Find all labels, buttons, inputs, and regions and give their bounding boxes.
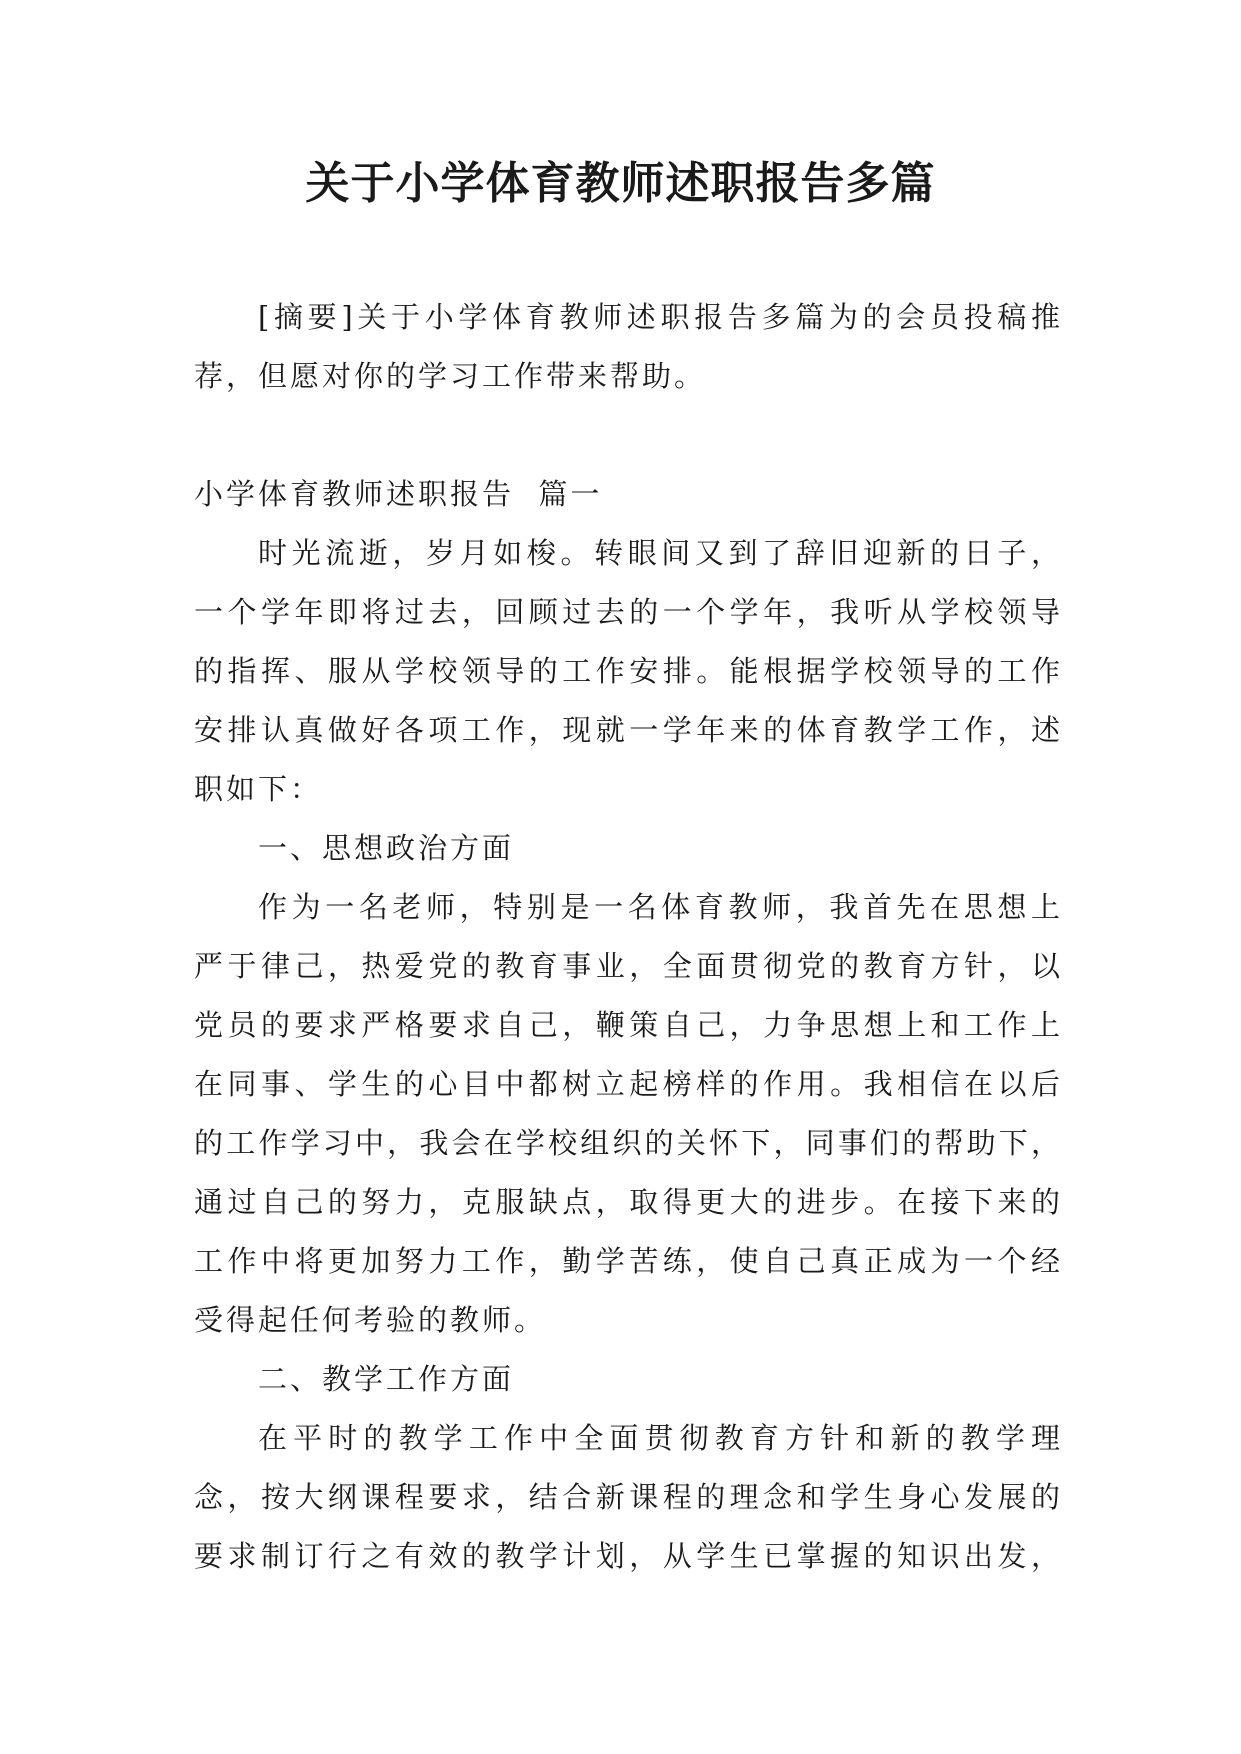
section-heading: 小学体育教师述职报告 篇一 (194, 477, 603, 511)
paragraph-line: 作为一名老师，特别是一名体育教师，我首先在思想上 (258, 890, 1060, 924)
paragraph-line: 受得起任何考验的教师。 (194, 1303, 547, 1337)
paragraph-line: 工作中将更加努力工作，勤学苦练，使自己真正成为一个经 (194, 1244, 1060, 1278)
abstract-line: 荐，但愿对你的学习工作带来帮助。 (194, 359, 707, 393)
paragraph-line: 在平时的教学工作中全面贯彻教育方针和新的教学理 (258, 1421, 1060, 1455)
paragraph-line: 要求制订行之有效的教学计划，从学生已掌握的知识出发， (194, 1539, 1060, 1573)
paragraph-line: 时光流逝，岁月如梭。转眼间又到了辞旧迎新的日子， (258, 536, 1060, 570)
paragraph-line: 严于律己，热爱党的教育事业，全面贯彻党的教育方针，以 (194, 949, 1060, 983)
paragraph-line: 职如下： (194, 772, 323, 806)
blank-line (194, 406, 1060, 465)
subheading: 二、教学工作方面 (258, 1362, 515, 1396)
document-body (194, 288, 1060, 1586)
paragraph-line: 一个学年即将过去，回顾过去的一个学年，我听从学校领导 (194, 595, 1060, 629)
paragraph-line: 的工作学习中，我会在学校组织的关怀下，同事们的帮助下， (194, 1126, 1060, 1160)
document-title: 关于小学体育教师述职报告多篇 (305, 158, 936, 209)
paragraph-line: 的指挥、服从学校领导的工作安排。能根据学校领导的工作 (194, 654, 1060, 688)
paragraph-line: 通过自己的努力，克服缺点，取得更大的进步。在接下来的 (194, 1185, 1060, 1219)
subheading: 一、思想政治方面 (258, 831, 515, 865)
paragraph-line: 在同事、学生的心目中都树立起榜样的作用。我相信在以后 (194, 1067, 1060, 1101)
abstract-line: [摘要]关于小学体育教师述职报告多篇为的会员投稿推 (258, 300, 1060, 334)
paragraph-line: 党员的要求严格要求自己，鞭策自己，力争思想上和工作上 (194, 1008, 1060, 1042)
paragraph-line: 念，按大纲课程要求，结合新课程的理念和学生身心发展的 (194, 1480, 1060, 1514)
paragraph-line: 安排认真做好各项工作，现就一学年来的体育教学工作，述 (194, 713, 1060, 747)
